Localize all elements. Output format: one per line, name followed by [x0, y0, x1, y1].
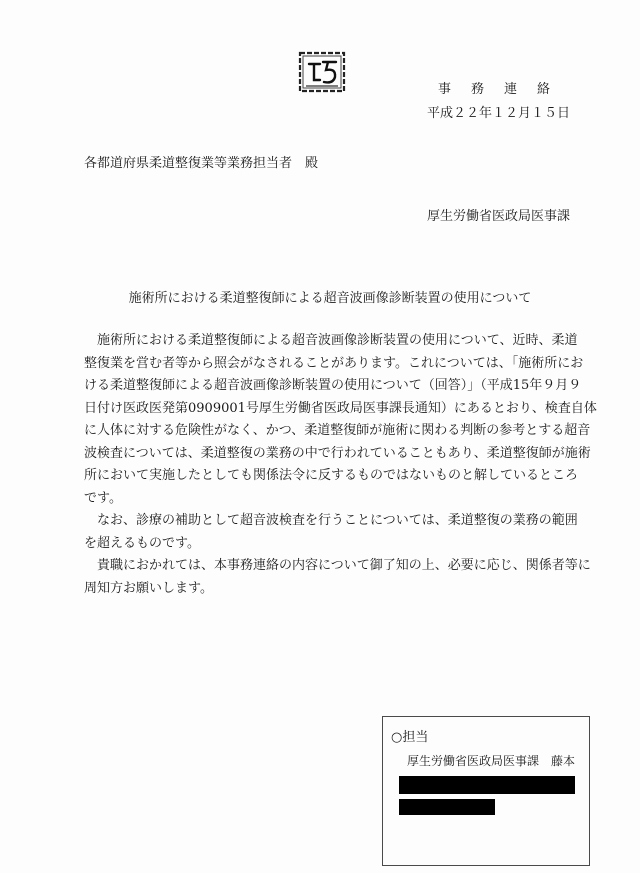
body-line: 貴職におかれては、本事務連絡の内容について御了知の上、必要に応じ、関係者等に — [84, 558, 591, 573]
body-line: なお、診療の補助として超音波検査を行うことについては、柔道整復の業務の範囲 — [84, 513, 578, 528]
body-line: 整復業を営む者等から照会がなされることがあります。これについては、「施術所にお — [84, 355, 584, 371]
received-stamp-icon — [298, 50, 348, 94]
body-line: 周知方お願いします。 — [84, 580, 213, 596]
body-text — [84, 330, 597, 600]
body-line: 日付け医政医発第0909001号厚生労働省医政局医事課長通知）にあるとおり、検査自体 — [84, 400, 597, 416]
contact-box — [382, 716, 590, 866]
body-line: です。 — [84, 490, 122, 506]
body-line: ける柔道整復師による超音波画像診断装置の使用について（回答）」（平成15年９月９ — [84, 378, 582, 393]
redaction-bar — [399, 799, 495, 815]
body-line: を超えるものです。 — [84, 535, 200, 551]
contact-person: 厚生労働省医政局医事課 藤本 — [407, 754, 576, 768]
subject-title: 施術所における柔道整復師による超音波画像診断装置の使用について — [128, 291, 532, 306]
document-type: 事務連絡 — [437, 82, 570, 97]
body-line: に人体に対する危険性がなく、かつ、柔道整復師が施術に関わる判断の参考とする超音 — [84, 423, 591, 438]
addressee: 各都道府県柔道整復業等業務担当者 殿 — [84, 156, 319, 171]
contact-heading: ○担当 — [391, 730, 429, 745]
body-line: 波検査については、柔道整復の業務の中で行われていることもあり、柔道整復師が施術 — [84, 445, 591, 461]
body-line: 施術所における柔道整復師による超音波画像診断装置の使用について、近時、柔道 — [84, 333, 578, 348]
body-line: 所において実施したとしても関係法令に反するものではないものと解しているところ — [84, 468, 579, 483]
redaction-bar — [399, 776, 575, 794]
sender: 厚生労働省医政局医事課 — [426, 209, 570, 224]
document-date: 平成２２年１２月１５日 — [426, 106, 570, 121]
